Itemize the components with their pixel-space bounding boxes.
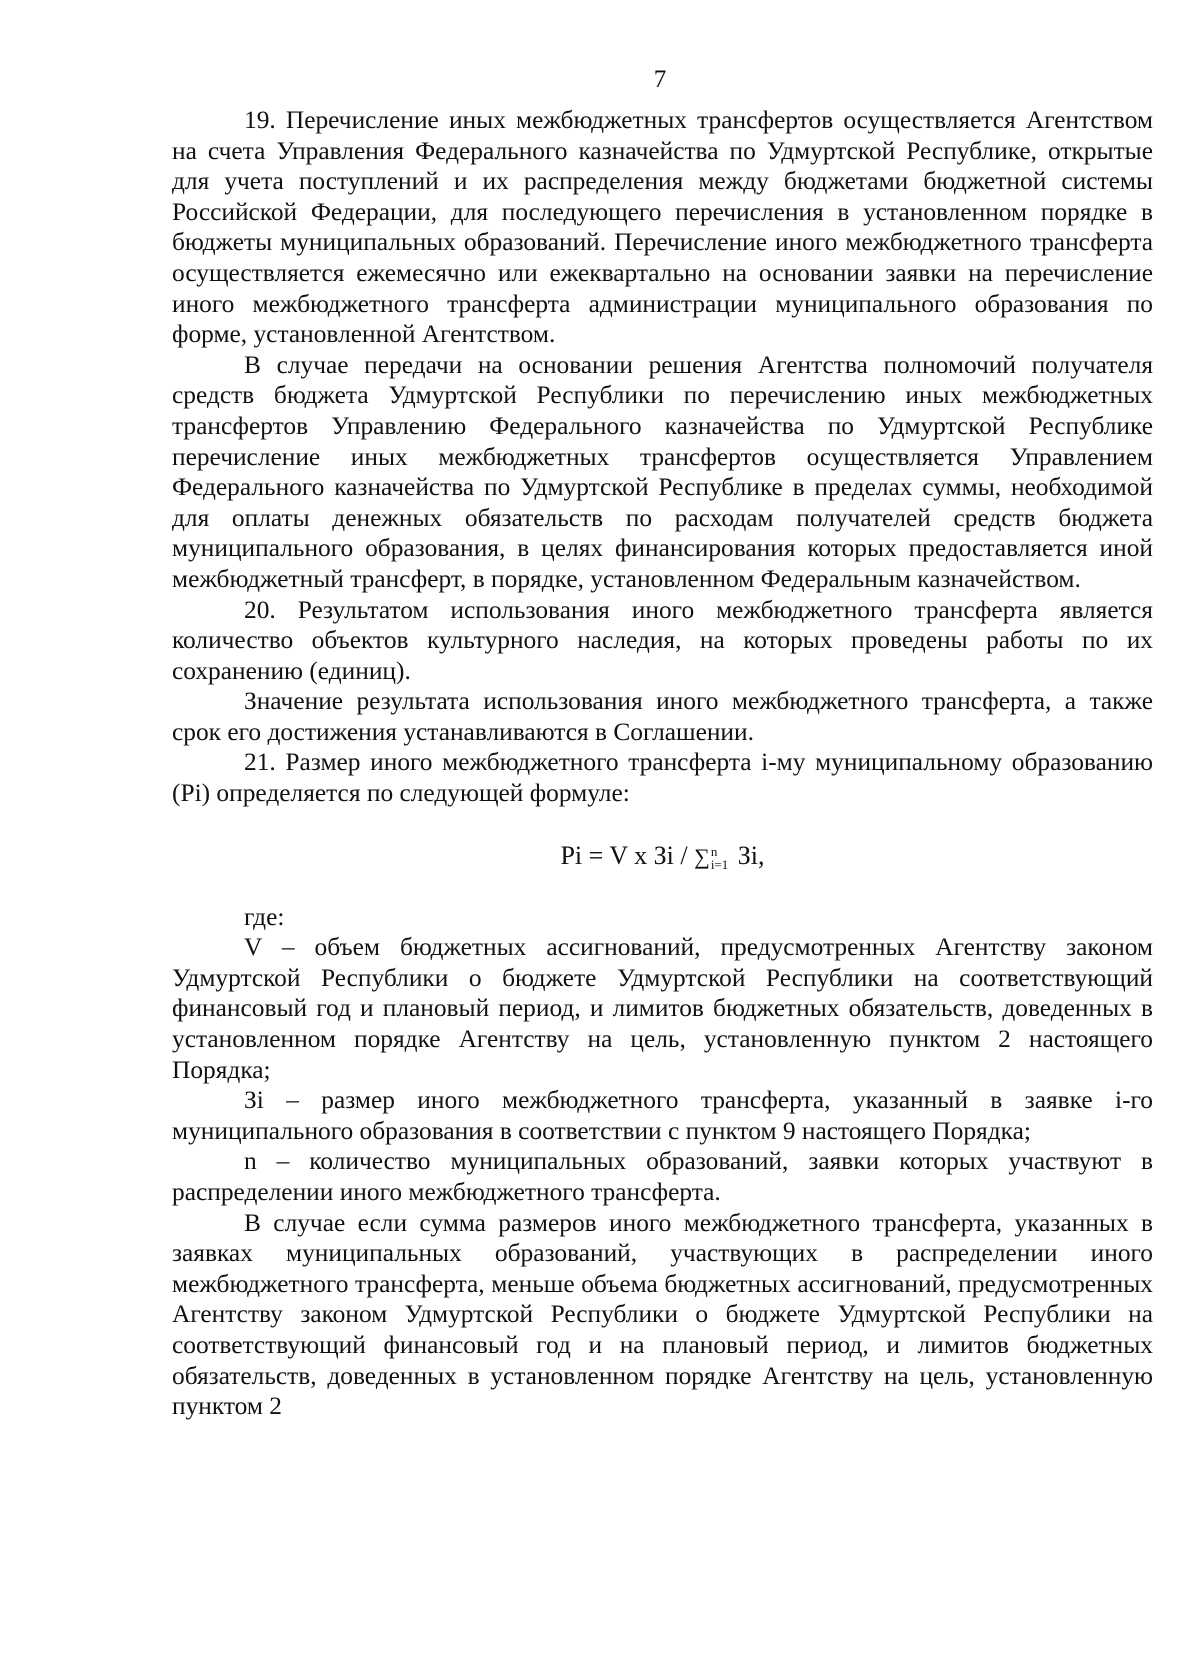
formula-right: Зi,	[731, 840, 765, 870]
paragraph-result-value: Значение результата использования иного межбюджетного трансферта, а также срок его достижения устанавливаются в Соглашении.	[172, 687, 1153, 746]
sum-limits	[711, 845, 728, 871]
paragraph-shortfall-case: В случае если сумма размеров иного межбюджетного трансферта, указанных в заявках муниципальных образований, участвующих в распределении иного межбюджетного трансферта, меньше объема бюджетных ассигнований, предусмотренных Агентству законом Удмуртской Республики о бюджете Удмуртской Республики на соответствующий финансовый год и на плановый период, и лимитов бюджетных обязательств, доведенных в установленном порядке Агентству на цель, установленную пунктом 2	[172, 1208, 1153, 1421]
definition-n: n – количество муниципальных образований, заявки которых участвуют в распределении иного межбюджетного трансферта.	[172, 1147, 1153, 1206]
formula-left: Pi = V x Зi /	[560, 840, 695, 870]
where-label: где:	[244, 902, 285, 931]
sum-upper-limit: n	[710, 843, 718, 859]
paragraph-20: 20. Результатом использования иного межбюджетного трансферта является количество объектов культурного наследия, на которых проведены работы по их сохранению (единиц).	[172, 595, 1153, 685]
paragraph-delegation: В случае передачи на основании решения Агентства полномочий получателя средств бюджета Удмуртской Республики по перечислению иных межбюджетных трансфертов Управлению Федерального казначейства по Удмуртской Республике перечисление иных межбюджетных трансфертов осуществляется Управлением Федерального казначейства по Удмуртской Республике в пределах суммы, необходимой для оплаты денежных обязательств по расходам получателей средств бюджета муниципального образования, в целях финансирования которых предоставляется иной межбюджетный трансферт, в порядке, установленном Федеральным казначейством.	[172, 350, 1153, 593]
definition-zi: Зi – размер иного межбюджетного трансферта, указанный в заявке i-го муниципального образования в соответствии с пунктом 9 настоящего Порядка;	[172, 1086, 1153, 1145]
formula	[172, 839, 1153, 874]
sum-lower-limit: i=1	[710, 856, 729, 872]
page-number: 7	[653, 66, 667, 93]
document-body	[172, 105, 1153, 1422]
definition-v: V – объем бюджетных ассигнований, предусмотренных Агентству законом Удмуртской Республики о бюджете Удмуртской Республики на соответствующий финансовый год и плановый период, и лимитов бюджетных обязательств, доведенных в установленном порядке Агентству на цель, установленную пунктом 2 настоящего Порядка;	[172, 933, 1153, 1084]
paragraph-21: 21. Размер иного межбюджетного трансферта i-му муниципальному образованию (Pi) определяется по следующей формуле:	[172, 748, 1153, 808]
sum-symbol: ∑	[694, 843, 710, 869]
paragraph-19: 19. Перечисление иных межбюджетных трансфертов осуществляется Агентством на счета Управления Федерального казначейства по Удмуртской Республике, открытые для учета поступлений и их распределения между бюджетами бюджетной системы Российской Федерации, для последующего перечисления в установленном порядке в бюджеты муниципальных образований. Перечисление иного межбюджетного трансферта осуществляется ежемесячно или ежеквартально на основании заявки на перечисление иного межбюджетного трансферта администрации муниципального образования по форме, установленной Агентством.	[172, 106, 1153, 349]
